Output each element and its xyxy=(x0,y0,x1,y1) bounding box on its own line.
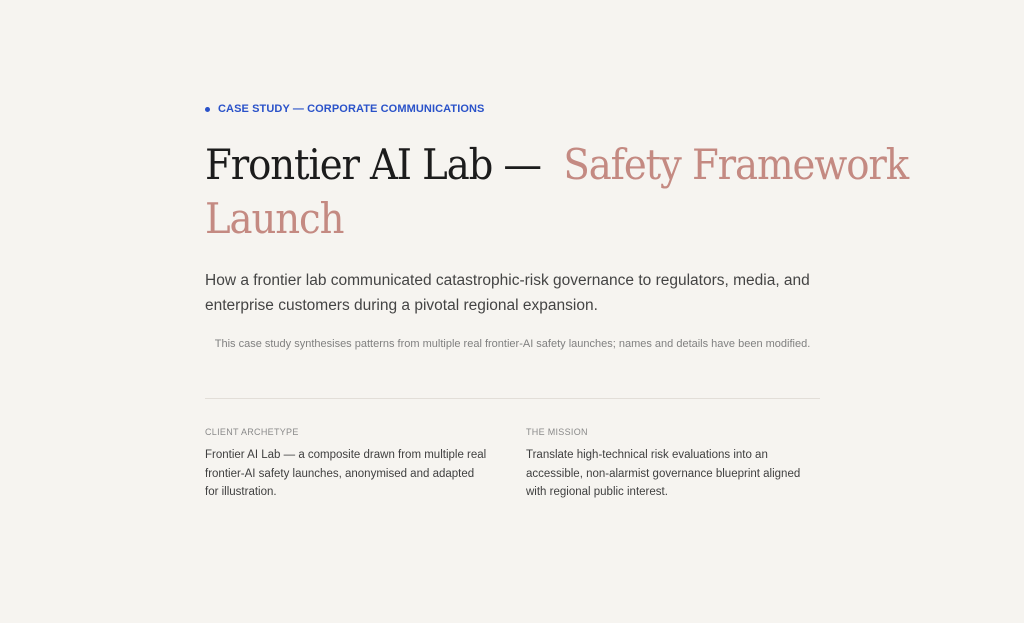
lead-paragraph: How a frontier lab communicated catastrophic-risk governance to regulators, media, and enterprise customers during a pivotal regional expansion. xyxy=(205,272,810,314)
eyebrow xyxy=(205,103,485,115)
eyebrow-label: CASE STUDY — CORPORATE COMMUNICATIONS xyxy=(218,103,485,115)
client-archetype-text: Frontier AI Lab — a composite drawn from multiple real frontier-AI safety launches, anonymised and adapted for illustration. xyxy=(205,449,487,498)
bullet-dot-icon xyxy=(205,107,210,112)
title-accent-line-2: Launch xyxy=(205,194,344,243)
mission-column xyxy=(526,426,811,502)
disclaimer-note: This case study synthesises patterns from multiple real frontier-AI safety launches; names and details have been modified. xyxy=(214,338,811,350)
client-archetype-label: CLIENT ARCHETYPE xyxy=(205,427,299,437)
page-title xyxy=(205,138,909,246)
client-archetype-column xyxy=(205,426,490,502)
section-divider xyxy=(205,398,820,399)
mission-label: THE MISSION xyxy=(526,427,588,437)
title-primary: Frontier AI Lab — xyxy=(205,140,541,189)
mission-text: Translate high-technical risk evaluations into an accessible, non-alarmist governance blueprint aligned with regional public interest. xyxy=(526,449,801,498)
title-accent-line-1: Safety Framework xyxy=(563,140,909,189)
